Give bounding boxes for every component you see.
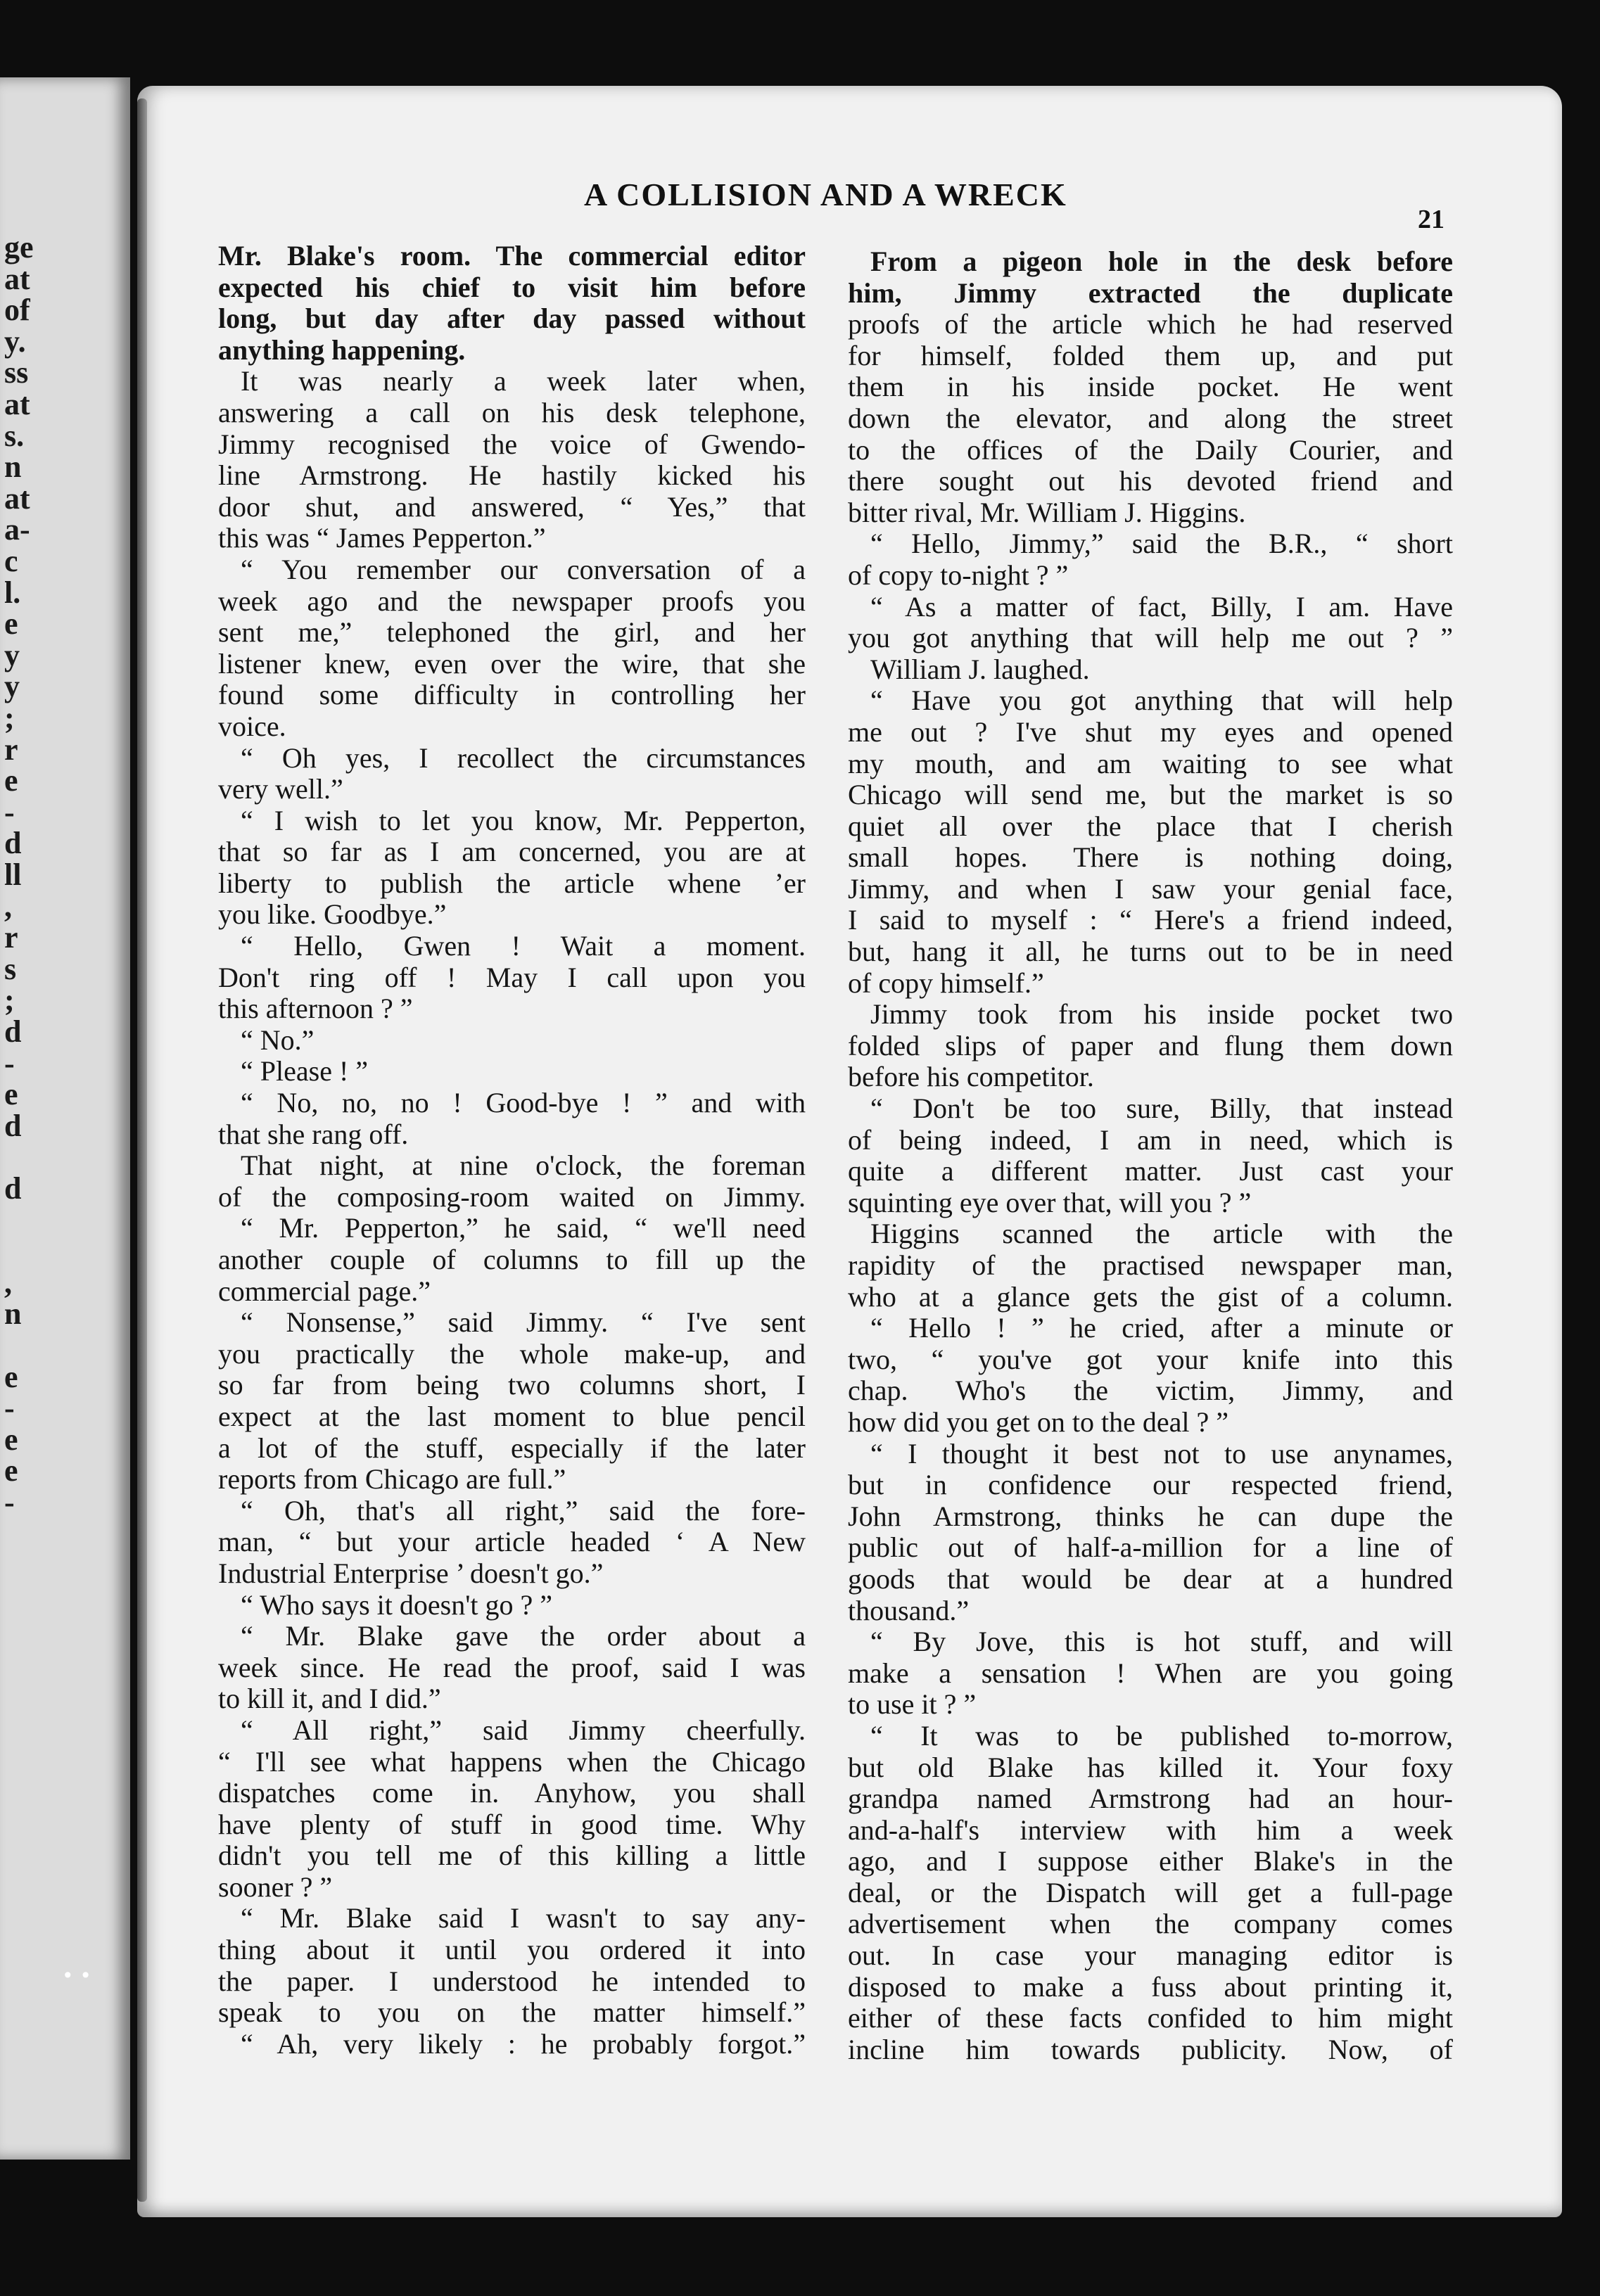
left-page-fragment: y: [4, 669, 20, 704]
text-line: so far from being two columns short, I: [218, 1369, 806, 1401]
left-page-fragment: n: [4, 449, 22, 485]
text-line: That night, at nine o'clock, the foreman: [241, 1149, 806, 1182]
left-page-fragment: y.: [4, 324, 26, 359]
left-page-fragment: e: [4, 1422, 18, 1457]
text-line: “ Oh yes, I recollect the circumstances: [241, 741, 806, 774]
text-line: “ As a matter of fact, Billy, I am. Have: [870, 590, 1453, 623]
text-line: “ It was to be published to-morrow,: [870, 1719, 1453, 1752]
text-line: “ You remember our conversation of a: [241, 553, 806, 585]
text-line: voice.: [218, 710, 286, 742]
text-line: folded slips of paper and flung them down: [848, 1029, 1453, 1061]
text-line: liberty to publish the article whene ’er: [218, 867, 806, 899]
text-line: “ I wish to let you know, Mr. Pepperton,: [241, 804, 806, 836]
text-line: goods that would be dear at a hundred: [848, 1562, 1453, 1595]
text-line: this was “ James Pepperton.”: [218, 522, 546, 554]
text-line: very well.”: [218, 773, 343, 805]
left-page-fragment: d: [4, 1171, 22, 1206]
text-line: there sought out his devoted friend and: [848, 465, 1453, 497]
text-line: “ No, no, no ! Good-bye ! ” and with: [241, 1087, 806, 1119]
left-page-fragment: e: [4, 1077, 18, 1112]
text-line: Jimmy recognised the voice of Gwendo-: [218, 428, 806, 460]
left-page-fragment: c: [4, 544, 18, 578]
left-page-fragment: e: [4, 763, 18, 798]
text-line: “ I thought it best not to use anynames,: [870, 1437, 1453, 1469]
text-line: “ No.”: [241, 1023, 315, 1056]
text-line: advertisement when the company comes: [848, 1908, 1453, 1940]
text-line: “ By Jove, this is hot stuff, and will: [870, 1626, 1453, 1658]
text-line: of copy himself.”: [848, 967, 1044, 999]
text-line: that she rang off.: [218, 1118, 409, 1150]
text-line: either of these facts confided to him might: [848, 2002, 1453, 2034]
left-page-fragment: -: [4, 794, 15, 829]
text-line: found some difficulty in controlling her: [218, 679, 806, 711]
text-line: Higgins scanned the article with the: [870, 1218, 1453, 1250]
text-line: squinting eye over that, will you ? ”: [848, 1186, 1252, 1218]
text-line: long, but day after day passed without: [218, 302, 806, 335]
text-line: Don't ring off ! May I call upon you: [218, 961, 806, 993]
text-line: “ Please ! ”: [241, 1055, 369, 1088]
left-page-fragment: s.: [4, 418, 25, 453]
text-line: sent me,” telephoned the girl, and her: [218, 616, 806, 649]
text-line: week since. He read the proof, said I was: [218, 1651, 806, 1683]
left-page-fragment: ;: [4, 701, 15, 735]
text-line: make a sensation ! When are you going: [848, 1657, 1453, 1689]
text-line: expect at the last moment to blue pencil: [218, 1400, 806, 1432]
text-line: another couple of columns to fill up the: [218, 1244, 806, 1275]
text-line: “ Mr. Blake said I wasn't to say any-: [241, 1902, 806, 1934]
page-number: 21: [1418, 205, 1445, 234]
left-page-fragment: ,: [4, 1265, 12, 1300]
text-line: down the elevator, and along the street: [848, 402, 1453, 434]
text-line: anything happening.: [218, 333, 466, 366]
text-line: “ Don't be too sure, Billy, that instead: [870, 1092, 1453, 1125]
text-line: this afternoon ? ”: [218, 993, 413, 1025]
left-page-fragment: ll: [4, 857, 22, 892]
text-column-left: [218, 241, 806, 2060]
text-line: “ Nonsense,” said Jimmy. “ I've sent: [241, 1306, 806, 1339]
binding-dots: • •: [62, 1964, 91, 1987]
running-header: A COLLISION AND A WRECK: [584, 177, 1067, 212]
text-line: commercial page.”: [218, 1275, 431, 1307]
text-line: reports from Chicago are full.”: [218, 1463, 566, 1495]
text-line: you got anything that will help me out ? ”: [848, 622, 1453, 654]
left-page-fragment: l.: [4, 575, 21, 610]
left-page-fragment: s: [4, 951, 17, 986]
text-line: ago, and I suppose either Blake's in the: [848, 1845, 1453, 1877]
text-line: how did you get on to the deal ? ”: [848, 1405, 1228, 1438]
text-line: to the offices of the Daily Courier, and: [848, 433, 1453, 466]
left-page-edge: [0, 77, 130, 2160]
left-page-fragment: ;: [4, 983, 15, 1018]
text-line: “ Oh, that's all right,” said the fore-: [241, 1494, 806, 1526]
left-page-fragment: d: [4, 1108, 22, 1143]
text-line: speak to you on the matter himself.”: [218, 1996, 806, 2029]
text-line: of copy to-night ? ”: [848, 559, 1069, 591]
text-line: have plenty of stuff in good time. Why: [218, 1808, 806, 1840]
text-line: “ Ah, very likely : he probably forgot.”: [241, 2027, 806, 2060]
text-line: that so far as I am concerned, you are at: [218, 836, 806, 868]
text-line: answering a call on his desk telephone,: [218, 396, 806, 428]
left-page-fragment: e: [4, 1359, 18, 1394]
text-line: public out of half-a-million for a line of: [848, 1531, 1453, 1564]
text-line: a lot of the stuff, especially if the later: [218, 1431, 806, 1464]
text-line: thousand.”: [848, 1594, 970, 1626]
text-line: to kill it, and I did.”: [218, 1683, 441, 1715]
text-line: “ I'll see what happens when the Chicago: [218, 1745, 806, 1778]
left-page-fragment: at: [4, 480, 30, 516]
page-spine: [137, 98, 147, 2202]
text-line: Chicago will send me, but the market is so: [848, 779, 1453, 811]
text-line: Jimmy, and when I saw your genial face,: [848, 872, 1453, 905]
text-column-right: [848, 246, 1453, 2065]
text-line: It was nearly a week later when,: [241, 365, 806, 397]
text-line: and-a-half's interview with him a week: [848, 1813, 1453, 1846]
text-line: Jimmy took from his inside pocket two: [870, 998, 1453, 1031]
text-line: for himself, folded them up, and put: [848, 339, 1453, 371]
text-line: incline him towards publicity. Now, of: [848, 2033, 1453, 2065]
text-line: “ Mr. Blake gave the order about a: [241, 1620, 806, 1652]
text-line: deal, or the Dispatch will get a full-page: [848, 1876, 1453, 1908]
text-line: but, hang it all, he turns out to be in need: [848, 936, 1453, 968]
text-line: didn't you tell me of this killing a little: [218, 1839, 806, 1872]
text-line: John Armstrong, thinks he can dupe the: [848, 1500, 1453, 1532]
text-line: two, “ you've got your knife into this: [848, 1343, 1453, 1375]
text-line: them in his inside pocket. He went: [848, 371, 1453, 403]
text-line: “ Hello, Jimmy,” said the B.R., “ short: [870, 528, 1453, 560]
left-page-fragment: of: [4, 293, 30, 328]
text-line: From a pigeon hole in the desk before: [870, 245, 1453, 277]
left-page-fragment: a-: [4, 512, 30, 547]
text-line: expected his chief to visit him before: [218, 271, 806, 303]
text-line: “ Who says it doesn't go ? ”: [241, 1588, 553, 1621]
left-page-fragment: r: [4, 920, 18, 955]
text-line: the paper. I understood he intended to: [218, 1965, 806, 1997]
text-line: “ Mr. Pepperton,” he said, “ we'll need: [241, 1212, 806, 1244]
text-line: chap. Who's the victim, Jimmy, and: [848, 1375, 1453, 1407]
text-line: thing about it until you ordered it into: [218, 1934, 806, 1966]
text-line: “ All right,” said Jimmy cheerfully.: [241, 1714, 806, 1746]
left-page-fragment: ge: [4, 230, 34, 264]
text-line: quiet all over the place that I cherish: [848, 810, 1453, 842]
left-page-fragment: ss: [4, 355, 29, 390]
left-page-fragment: y: [4, 637, 20, 672]
left-page-fragment: -: [4, 1485, 15, 1519]
left-page-fragment: r: [4, 732, 18, 767]
text-line: quite a different matter. Just cast your: [848, 1155, 1453, 1187]
text-line: before his competitor.: [848, 1061, 1094, 1093]
text-line: door shut, and answered, “ Yes,” that: [218, 490, 806, 523]
left-page-fragment: -: [4, 1045, 15, 1080]
text-line: “ Hello ! ” he cried, after a minute or: [870, 1312, 1453, 1344]
text-line: William J. laughed.: [870, 653, 1090, 685]
left-page-fragment: d: [4, 826, 22, 861]
text-line: but old Blake has killed it. Your foxy: [848, 1751, 1453, 1783]
text-line: who at a glance gets the gist of a column.: [848, 1280, 1453, 1313]
text-line: bitter rival, Mr. William J. Higgins.: [848, 496, 1246, 528]
text-line: me out ? I've shut my eyes and opened: [848, 715, 1453, 748]
text-line: rapidity of the practised newspaper man,: [848, 1249, 1453, 1281]
text-line: my mouth, and am waiting to see what: [848, 747, 1453, 779]
left-page-fragment: e: [4, 1453, 18, 1488]
left-page-fragment: at: [4, 387, 30, 421]
text-line: sooner ? ”: [218, 1870, 333, 1903]
left-page-fragment: ,: [4, 888, 12, 924]
text-line: listener knew, even over the wire, that she: [218, 647, 806, 680]
left-page-fragment: -: [4, 1391, 15, 1426]
text-line: “ Hello, Gwen ! Wait a moment.: [241, 930, 806, 962]
text-line: week ago and the newspaper proofs you: [218, 585, 806, 617]
left-page-fragment: e: [4, 606, 18, 642]
text-line: him, Jimmy extracted the duplicate: [848, 276, 1453, 309]
text-line: of being indeed, I am in need, which is: [848, 1123, 1453, 1156]
text-line: disposed to make a fuss about printing it,: [848, 1970, 1453, 2003]
text-line: dispatches come in. Anyhow, you shall: [218, 1777, 806, 1809]
text-line: small hopes. There is nothing doing,: [848, 841, 1453, 874]
text-line: you like. Goodbye.”: [218, 898, 447, 931]
text-line: to use it ? ”: [848, 1688, 977, 1721]
text-line: “ Have you got anything that will help: [870, 684, 1453, 717]
text-line: of the composing-room waited on Jimmy.: [218, 1180, 806, 1213]
text-line: out. In case your managing editor is: [848, 1939, 1453, 1972]
text-line: proofs of the article which he had reserved: [848, 308, 1453, 340]
left-page-fragment: n: [4, 1296, 22, 1332]
text-line: grandpa named Armstrong had an hour-: [848, 1782, 1453, 1815]
text-line: I said to myself : “ Here's a friend indeed,: [848, 904, 1453, 936]
text-line: but in confidence our respected friend,: [848, 1469, 1453, 1501]
text-line: Industrial Enterprise ’ doesn't go.”: [218, 1557, 604, 1589]
left-page-fragment: d: [4, 1014, 22, 1049]
text-line: man, “ but your article headed ‘ A New: [218, 1526, 806, 1558]
text-line: Mr. Blake's room. The commercial editor: [218, 240, 806, 272]
text-line: you practically the whole make-up, and: [218, 1337, 806, 1370]
left-page-fragment: at: [4, 261, 30, 296]
text-line: line Armstrong. He hastily kicked his: [218, 459, 806, 492]
